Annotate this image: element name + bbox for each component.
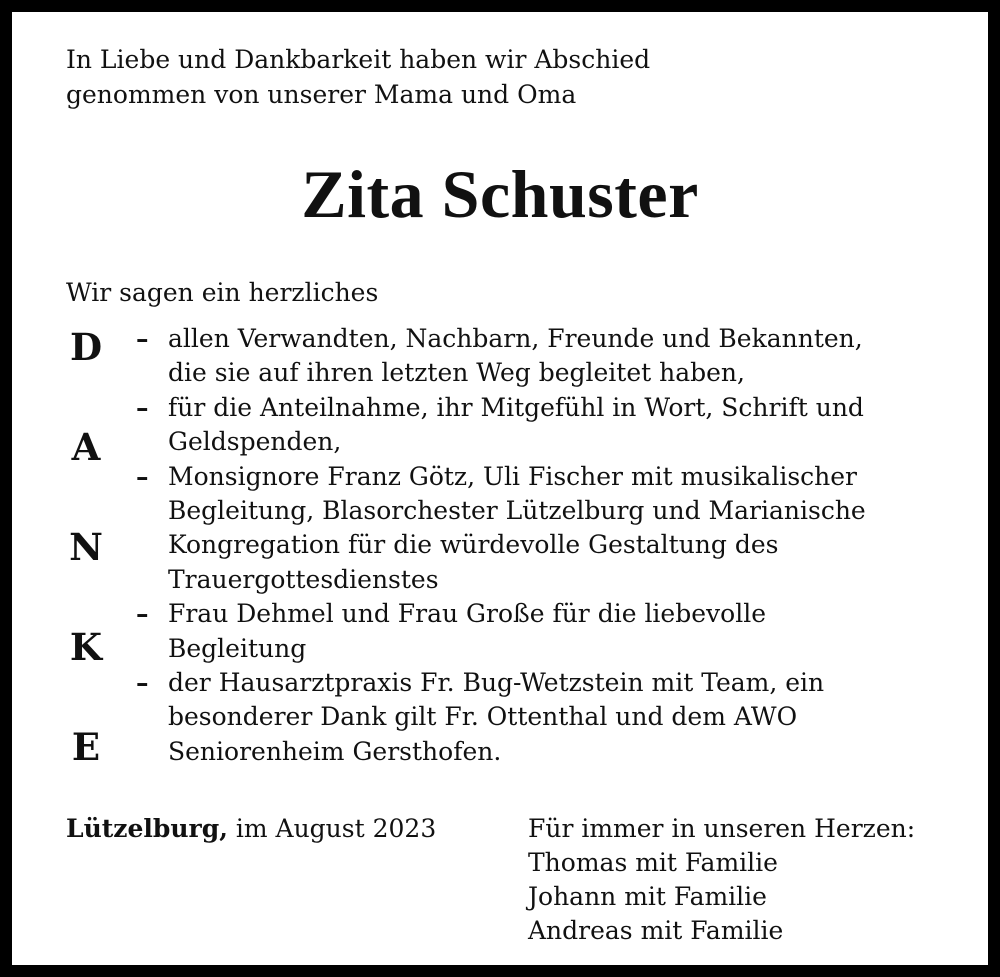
danke-letter: E — [71, 725, 101, 769]
thanks-line: Trauergottesdienstes — [168, 564, 439, 594]
thanks-line: Monsignore Franz Götz, Uli Fischer mit musikalischer — [168, 461, 858, 491]
intro-line: In Liebe und Dankbarkeit haben wir Abschied — [66, 45, 651, 74]
thanks-item — [136, 597, 866, 666]
thanks-line: Begleitung, Blasorchester Lützelburg und Marianische — [168, 496, 866, 526]
thanks-item — [136, 391, 866, 460]
thanks-list — [136, 322, 866, 769]
thanks-line: Seniorenheim Gersthofen. — [168, 736, 502, 766]
dash-marker: – — [136, 324, 149, 353]
place-name: Lützelburg, — [66, 814, 228, 843]
intro-text — [66, 42, 650, 112]
thanks-line: der Hausarztpraxis Fr. Bug-Wetzstein mit Team, ein — [168, 668, 825, 698]
thanks-item — [136, 460, 866, 598]
thanks-item — [136, 322, 866, 391]
signer-name: Johann mit Familie — [528, 882, 767, 911]
danke-letter: K — [69, 625, 103, 669]
thanks-line: besonderer Dank gilt Fr. Ottenthal und dem AWO — [168, 702, 798, 732]
deceased-name: Zita Schuster — [301, 156, 699, 232]
danke-letter: D — [69, 325, 103, 369]
signer-name: Andreas mit Familie — [528, 916, 784, 945]
place-date — [66, 812, 436, 846]
thanks-item — [136, 666, 866, 769]
thanks-line: Begleitung — [168, 633, 307, 663]
signers-heading: Für immer in unseren Herzen: — [528, 814, 916, 843]
thanks-line: Kongregation für die würdevolle Gestaltung des — [168, 530, 779, 560]
thanks-line: allen Verwandten, Nachbarn, Freunde und Bekannten, — [168, 324, 863, 353]
thanks-line: die sie auf ihren letzten Weg begleitet haben, — [168, 358, 745, 388]
signers-block — [528, 812, 915, 948]
date-text: im August 2023 — [227, 814, 437, 843]
danke-letter: N — [69, 525, 103, 569]
thanks-line: Frau Dehmel und Frau Große für die liebevolle — [168, 599, 766, 629]
thanks-line: Geldspenden, — [168, 427, 342, 457]
thanks-line: für die Anteilnahme, ihr Mitgefühl in Wort, Schrift und — [168, 392, 864, 422]
signer-name: Thomas mit Familie — [528, 848, 778, 877]
intro-line: genommen von unserer Mama und Oma — [66, 80, 577, 109]
danke-letter: A — [71, 425, 101, 469]
dash-marker: – — [136, 461, 149, 491]
dash-marker: – — [136, 668, 149, 698]
dash-marker: – — [136, 392, 149, 422]
thanks-lead: Wir sagen ein herzliches — [66, 278, 379, 307]
dash-marker: – — [136, 599, 149, 629]
